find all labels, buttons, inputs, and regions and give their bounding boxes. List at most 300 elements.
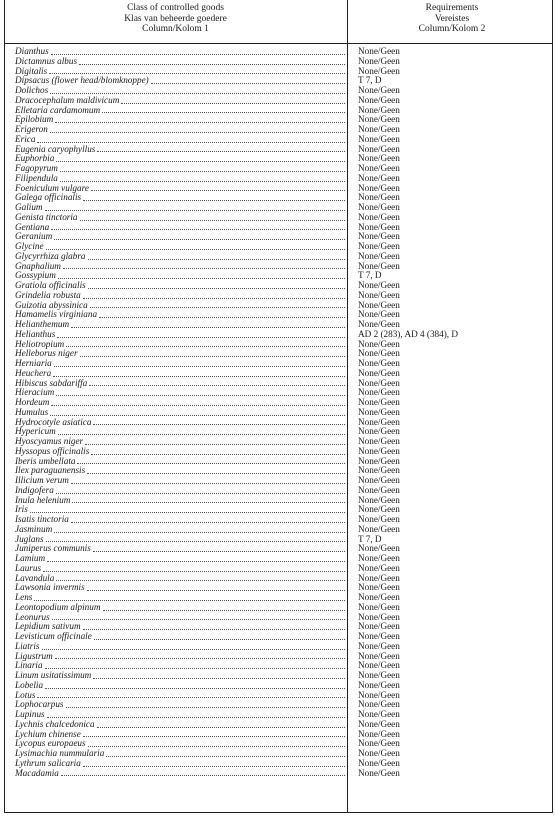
goods-cell [15, 86, 345, 96]
table-row [0, 427, 555, 437]
goods-name: Hypericum [15, 427, 56, 437]
goods-cell [15, 447, 345, 457]
goods-cell [15, 749, 345, 759]
dot-leader [80, 355, 345, 357]
dot-leader [42, 648, 345, 650]
goods-name: Eugenia caryophyllus [15, 144, 96, 154]
goods-cell [15, 398, 345, 408]
goods-name: Lens [15, 593, 33, 602]
requirement-value: None/Geen [358, 289, 400, 300]
table-row [0, 232, 555, 242]
dot-leader [51, 228, 345, 230]
goods-cell [15, 252, 345, 262]
table-row [0, 642, 555, 652]
table-row [0, 447, 555, 457]
dot-leader [77, 462, 345, 464]
dot-leader [71, 521, 345, 523]
requirement-value: None/Geen [358, 728, 400, 739]
goods-name: Helianthemum [15, 320, 70, 329]
requirement-value: None/Geen [358, 426, 400, 437]
table-row [0, 184, 555, 194]
table-row [0, 106, 555, 116]
dot-leader [71, 326, 345, 328]
dot-leader [151, 82, 345, 84]
dot-leader [66, 345, 345, 347]
goods-name: Dracocephalum maldivicum [15, 95, 120, 105]
table-row [0, 164, 555, 174]
table-row [0, 213, 555, 223]
dot-leader [54, 365, 345, 367]
table-row [0, 720, 555, 730]
goods-cell [15, 515, 345, 525]
table-row [0, 564, 555, 574]
dot-leader [57, 336, 345, 338]
goods-name: Epilobium [15, 115, 54, 125]
table-row [0, 574, 555, 584]
table-row [0, 583, 555, 593]
goods-name: Inula helenium [15, 495, 71, 505]
dot-leader [93, 677, 345, 679]
table-row [0, 57, 555, 67]
goods-name: Hibiscus sabdariffa [15, 378, 88, 388]
goods-name: Helleborus niger [15, 349, 78, 359]
table-row [0, 671, 555, 681]
requirement-value: None/Geen [358, 689, 400, 700]
requirement-value: None/Geen [358, 241, 400, 251]
goods-cell [15, 213, 345, 223]
goods-cell [15, 739, 345, 749]
goods-cell [15, 466, 345, 476]
requirement-value: None/Geen [358, 163, 400, 173]
goods-name: Dolichos [15, 86, 49, 95]
goods-cell [15, 583, 345, 593]
requirement-value: None/Geen [358, 46, 400, 56]
requirement-value: None/Geen [358, 309, 400, 320]
goods-name: Ligustrum [15, 651, 53, 661]
requirement-value: None/Geen [358, 133, 400, 144]
goods-cell [15, 730, 345, 740]
dot-leader [97, 150, 345, 152]
dot-leader [71, 482, 345, 484]
dot-leader [45, 687, 345, 689]
goods-name: Lysimachia nummularia [15, 749, 105, 758]
goods-cell [15, 96, 345, 106]
table-row [0, 603, 555, 613]
goods-name: Geranium [15, 232, 53, 242]
table-row [0, 379, 555, 389]
table-row [0, 349, 555, 359]
table-row [0, 174, 555, 184]
table-row [0, 476, 555, 486]
dot-leader [83, 628, 345, 630]
table-row [0, 310, 555, 320]
table-row [0, 193, 555, 203]
dot-leader [91, 453, 345, 455]
goods-name: Linum usitatissimum [15, 671, 92, 680]
table-row [0, 242, 555, 252]
goods-cell [15, 642, 345, 652]
goods-name: Heuchera [15, 368, 52, 378]
dot-leader [58, 277, 345, 279]
requirement-value: T 7, D [358, 75, 382, 86]
goods-name: Glycyrrhiza glabra [15, 251, 86, 261]
dot-leader [63, 267, 345, 269]
requirement-value: None/Geen [358, 650, 400, 661]
table-row [0, 271, 555, 281]
requirement-value: None/Geen [358, 260, 400, 271]
goods-name: Linaria [15, 661, 43, 671]
goods-name: Lupinus [15, 710, 45, 719]
table-row [0, 496, 555, 506]
requirement-value: None/Geen [358, 104, 400, 115]
dot-leader [46, 540, 345, 542]
goods-cell [15, 281, 345, 291]
goods-cell [15, 457, 345, 467]
goods-cell [15, 310, 345, 320]
goods-name: Hamamelis virginiana [15, 310, 98, 320]
goods-name: Guizotia abyssinica [15, 300, 88, 310]
table-row [0, 700, 555, 710]
requirement-value: None/Geen [358, 514, 400, 524]
requirement-value: None/Geen [358, 358, 400, 368]
goods-name: Euphorbia [15, 154, 55, 164]
goods-name: Erigeron [15, 125, 48, 134]
goods-cell [15, 330, 345, 340]
table-row [0, 301, 555, 311]
goods-name: Hydrocotyle asiatica [15, 417, 92, 427]
requirement-value: None/Geen [358, 280, 400, 290]
goods-cell [15, 291, 345, 301]
goods-cell [15, 340, 345, 350]
table-row [0, 769, 555, 779]
table-row [0, 525, 555, 535]
requirement-value: None/Geen [358, 192, 400, 203]
requirement-value: None/Geen [358, 475, 400, 485]
dot-leader [52, 618, 345, 620]
goods-name: Lycopus europaeus [15, 739, 86, 749]
goods-name: Erica [15, 134, 36, 144]
dot-leader [49, 72, 345, 74]
table-row [0, 759, 555, 769]
requirement-value: None/Geen [358, 670, 400, 680]
requirement-value: None/Geen [358, 562, 400, 573]
requirement-value: None/Geen [358, 582, 400, 593]
dot-leader [99, 316, 345, 318]
table-row [0, 203, 555, 213]
goods-name: Fagopyrum [15, 164, 58, 173]
goods-cell [15, 301, 345, 311]
table-row [0, 320, 555, 330]
table-row [0, 340, 555, 350]
goods-name: Dipsacus (flower head/blomknoppe) [15, 76, 149, 86]
table-row [0, 418, 555, 428]
dot-leader [102, 111, 345, 113]
requirement-value: None/Geen [358, 592, 400, 602]
table-row [0, 466, 555, 476]
requirement-value: None/Geen [358, 553, 400, 563]
requirement-value: None/Geen [358, 504, 400, 515]
requirement-value: None/Geen [358, 709, 400, 719]
dot-leader [43, 570, 345, 572]
goods-cell [15, 262, 345, 272]
requirement-value: None/Geen [358, 611, 400, 622]
goods-name: Leontopodium alpinum [15, 602, 101, 612]
table-row [0, 749, 555, 759]
goods-name: Hieracium [15, 388, 55, 398]
requirement-value: None/Geen [358, 55, 400, 66]
requirement-value: AD 2 (283), AD 4 (384), D [358, 328, 459, 339]
dot-leader [51, 404, 345, 406]
table-row [0, 632, 555, 642]
table-row [0, 505, 555, 515]
dot-leader [51, 53, 345, 55]
requirement-value: None/Geen [358, 211, 400, 222]
requirement-value: None/Geen [358, 767, 400, 778]
table-row [0, 154, 555, 164]
dot-leader [80, 219, 345, 221]
dot-leader [60, 170, 345, 172]
goods-name: Iberis umbellata [15, 456, 76, 466]
dot-leader [30, 511, 345, 513]
requirement-value: None/Geen [358, 699, 400, 710]
table-row [0, 398, 555, 408]
dot-leader [60, 180, 345, 182]
requirement-value: None/Geen [358, 387, 400, 398]
column-1-title-af: Klas van beheerde goedere [124, 13, 227, 24]
requirement-value: None/Geen [358, 377, 400, 388]
requirement-value: None/Geen [358, 601, 400, 612]
goods-cell [15, 106, 345, 116]
dot-leader [87, 472, 345, 474]
dot-leader [79, 63, 345, 65]
requirement-value: None/Geen [358, 367, 400, 378]
dot-leader [47, 560, 345, 562]
goods-cell [15, 574, 345, 584]
goods-cell [15, 76, 345, 86]
goods-name: Lophocarpus [15, 700, 64, 710]
table-row [0, 330, 555, 340]
requirement-value: None/Geen [358, 338, 400, 349]
table-row [0, 223, 555, 233]
dot-leader [55, 121, 345, 123]
goods-cell [15, 681, 345, 691]
goods-name: Gratiola officinalis [15, 281, 86, 290]
goods-cell [15, 671, 345, 681]
goods-cell [15, 174, 345, 184]
requirement-value: None/Geen [358, 679, 400, 690]
table-row [0, 652, 555, 662]
goods-cell [15, 652, 345, 662]
dot-leader [88, 745, 345, 747]
goods-cell [15, 223, 345, 233]
requirement-value: None/Geen [358, 182, 400, 193]
table-row [0, 437, 555, 447]
goods-name: Gentiana [15, 222, 50, 232]
table-row [0, 681, 555, 691]
dot-leader [45, 667, 345, 669]
requirement-value: None/Geen [358, 455, 400, 466]
dot-leader [94, 638, 345, 640]
goods-cell [15, 720, 345, 730]
goods-name: Lepidium sativum [15, 622, 81, 632]
table-row [0, 661, 555, 671]
dot-leader [93, 550, 345, 552]
dot-leader [56, 394, 345, 396]
dot-leader [88, 287, 345, 289]
table-row [0, 457, 555, 467]
goods-name: Laurus [15, 563, 42, 573]
requirement-value: None/Geen [358, 348, 400, 359]
requirement-value: None/Geen [358, 543, 400, 554]
goods-name: Iris [15, 505, 28, 515]
goods-name: Galium [15, 203, 43, 212]
dot-leader [56, 160, 345, 162]
goods-name: Lobelia [15, 680, 44, 690]
dot-leader [53, 375, 345, 377]
dot-leader [34, 599, 345, 601]
table-row [0, 710, 555, 720]
goods-cell [15, 613, 345, 623]
goods-name: Dictamnus albus [15, 56, 78, 66]
goods-name: Hyoscyamus niger [15, 437, 84, 446]
goods-name: Hordeum [15, 398, 50, 407]
table-row [0, 408, 555, 418]
requirement-value: None/Geen [358, 465, 400, 476]
goods-cell [15, 184, 345, 194]
requirement-value: None/Geen [358, 757, 400, 768]
goods-name: Grindelia robusta [15, 290, 81, 300]
goods-cell [15, 125, 345, 135]
goods-name: Glycine [15, 242, 44, 251]
goods-name: Liatris [15, 641, 40, 651]
goods-name: Filipendula [15, 173, 58, 183]
dot-leader [91, 189, 345, 191]
table-row [0, 76, 555, 86]
goods-cell [15, 320, 345, 330]
requirement-value: None/Geen [358, 484, 400, 495]
table-row [0, 135, 555, 145]
table-row [0, 369, 555, 379]
requirement-value: None/Geen [358, 124, 400, 134]
table-body [0, 47, 555, 778]
dot-leader [45, 209, 345, 211]
goods-cell [15, 505, 345, 515]
requirement-value: None/Geen [358, 621, 400, 632]
requirement-value: None/Geen [358, 299, 400, 310]
goods-name: Lawsonia invermis [15, 583, 85, 593]
dot-leader [50, 414, 345, 416]
table-row [0, 535, 555, 545]
table-row [0, 486, 555, 496]
goods-cell [15, 710, 345, 720]
dot-leader [54, 531, 345, 533]
goods-name: Helianthus [15, 329, 56, 339]
goods-cell [15, 154, 345, 164]
requirement-value: None/Geen [358, 397, 400, 407]
goods-name: Leonurus [15, 612, 50, 622]
goods-cell [15, 661, 345, 671]
requirement-value: None/Geen [358, 572, 400, 583]
requirement-value: None/Geen [358, 748, 400, 758]
goods-name: Lythrum salicaria [15, 758, 81, 768]
goods-cell [15, 379, 345, 389]
goods-name: Juglans [15, 534, 44, 544]
dot-leader [47, 716, 345, 718]
goods-name: Digitalis [15, 66, 48, 76]
table-row [0, 115, 555, 125]
requirement-value: T 7, D [358, 533, 382, 544]
column-1-label: Column/Kolom 1 [142, 24, 209, 34]
dot-leader [89, 384, 345, 386]
goods-cell [15, 700, 345, 710]
table-row [0, 291, 555, 301]
column-2-title-af: Vereistes [434, 13, 470, 24]
requirement-value: None/Geen [358, 660, 400, 671]
requirement-value: None/Geen [358, 718, 400, 729]
column-1-header [4, 3, 347, 35]
dot-leader [103, 609, 346, 611]
goods-name: Illicium verum [15, 476, 69, 485]
table-row [0, 730, 555, 740]
requirement-value: None/Geen [358, 738, 400, 749]
dot-leader [83, 735, 345, 737]
goods-cell [15, 632, 345, 642]
goods-name: Ilex paraguanensis [15, 466, 86, 476]
table-row [0, 613, 555, 623]
dot-leader [58, 433, 345, 435]
requirement-value: None/Geen [358, 319, 400, 329]
goods-cell [15, 486, 345, 496]
goods-cell [15, 47, 345, 57]
dot-leader [56, 492, 345, 494]
goods-name: Dianthus [15, 47, 49, 56]
goods-cell [15, 593, 345, 603]
table-row [0, 388, 555, 398]
goods-cell [15, 67, 345, 77]
goods-cell [15, 427, 345, 437]
table-row [0, 262, 555, 272]
goods-cell [15, 603, 345, 613]
goods-cell [15, 622, 345, 632]
column-2-title-en: Requirements [425, 3, 479, 13]
goods-cell [15, 349, 345, 359]
requirement-value: None/Geen [358, 153, 400, 164]
goods-cell [15, 554, 345, 564]
dot-leader [56, 579, 345, 581]
goods-name: Foeniculum vulgare [15, 183, 89, 193]
goods-name: Lavandula [15, 573, 55, 583]
dot-leader [55, 657, 345, 659]
dot-leader [50, 131, 345, 133]
table-row [0, 515, 555, 525]
goods-cell [15, 388, 345, 398]
dot-leader [61, 774, 345, 776]
dot-leader [66, 706, 346, 708]
requirement-value: None/Geen [358, 172, 400, 183]
dot-leader [85, 443, 345, 445]
requirement-value: T 7, D [358, 270, 382, 281]
requirement-value: None/Geen [358, 631, 400, 641]
goods-cell [15, 691, 345, 701]
requirement-value: None/Geen [358, 65, 400, 76]
goods-cell [15, 476, 345, 486]
goods-cell [15, 115, 345, 125]
goods-name: Lychium chinense [15, 729, 81, 739]
goods-name: Elletaria cardamomum [15, 105, 101, 115]
goods-name: Juniperus communis [15, 544, 91, 554]
requirement-value: None/Geen [358, 445, 400, 456]
goods-name: Humulus [15, 407, 49, 417]
